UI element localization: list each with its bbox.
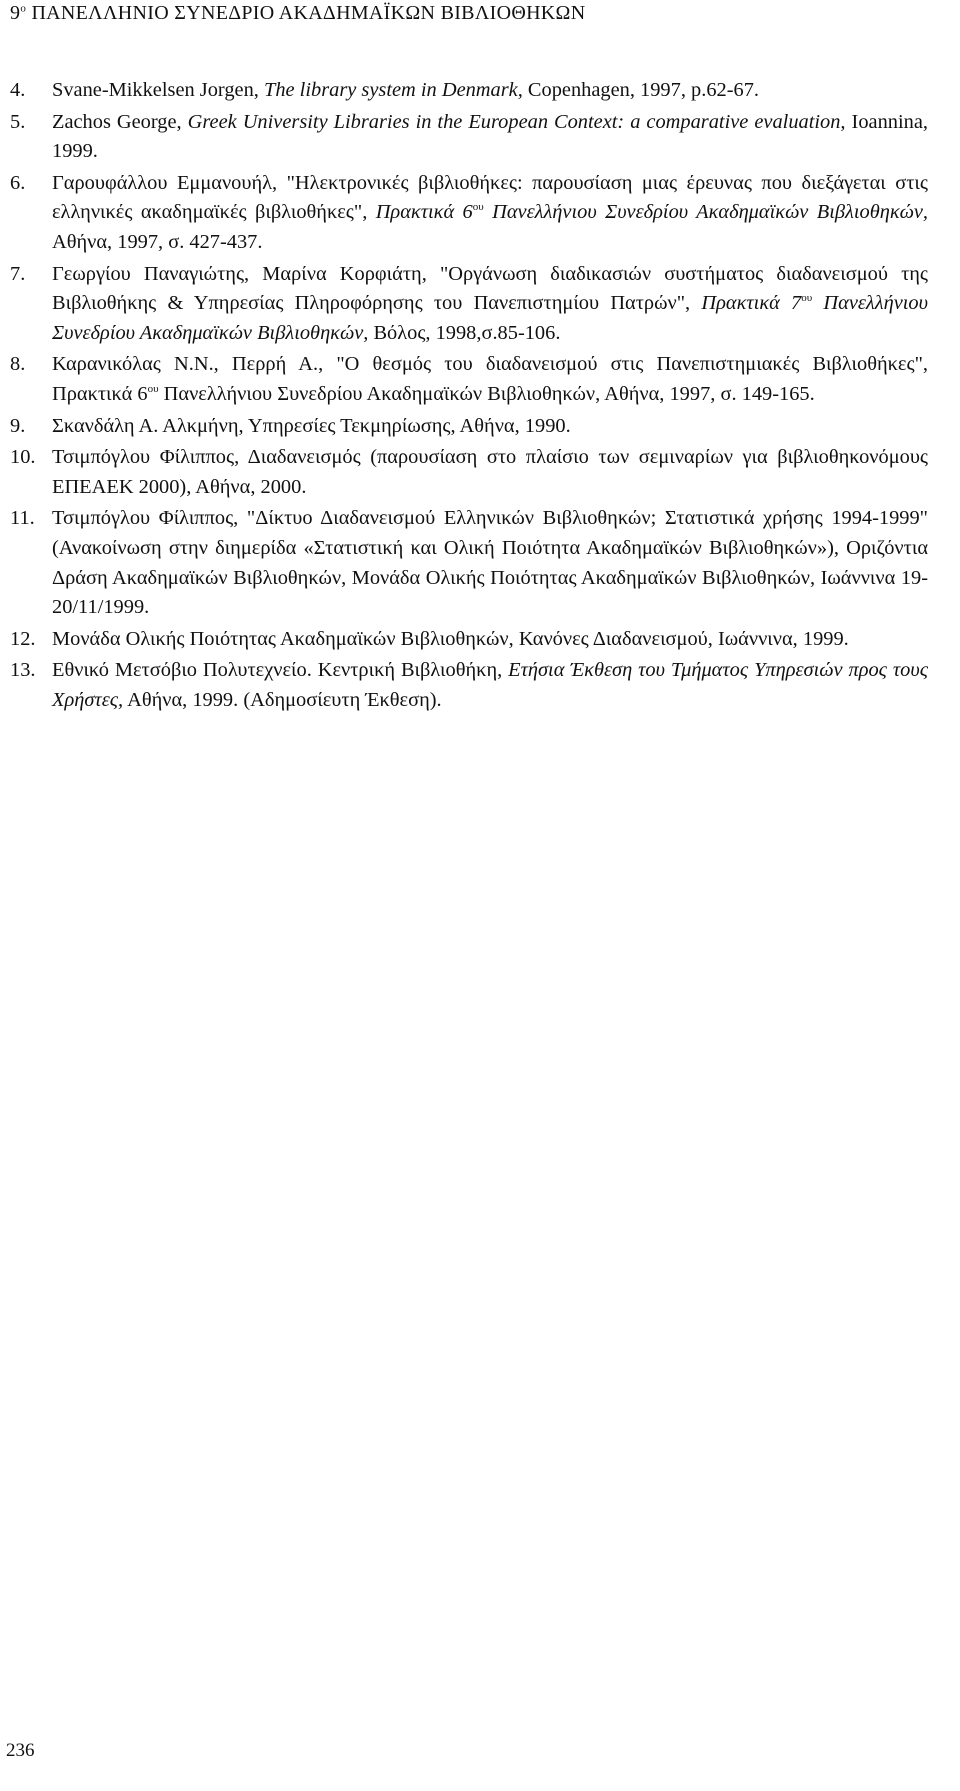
header-edition: 9 [10, 2, 21, 24]
italic-title: Greek University Libraries in the European Context: a comparative evaluation, [187, 110, 846, 133]
reference-item [10, 625, 928, 655]
reference-segment: Τσιμπόγλου Φίλιππος, Διαδανεισμός (παρουσίαση στο πλαίσιο των σεμιναρίων για βιβλιοθηκονόμους ΕΠΕΑΕΚ 2000), Αθήνα, 2000. [52, 446, 928, 498]
reference-number: 10. [10, 446, 36, 469]
reference-item [10, 169, 928, 258]
reference-number: 6. [10, 171, 26, 194]
reference-list [10, 76, 928, 717]
reference-text [52, 172, 928, 253]
reference-number: 7. [10, 262, 26, 285]
reference-item [10, 412, 928, 442]
reference-item [10, 504, 928, 622]
reference-number: 11. [10, 507, 35, 530]
reference-text [52, 353, 928, 405]
reference-text [52, 628, 849, 650]
reference-segment: Zachos George, [52, 110, 188, 133]
reference-number: 4. [10, 79, 26, 101]
page-number: 236 [6, 1740, 35, 1761]
ordinal-superscript: ου [147, 383, 159, 396]
ordinal-superscript: ου [472, 201, 484, 214]
reference-segment: Αθήνα, 1997, σ. 427-437. [52, 230, 263, 253]
italic-title: Πρακτικά 7 [701, 292, 802, 315]
header-title: ΠΑΝΕΛΛΗΝΙΟ ΣΥΝΕΔΡΙΟ ΑΚΑΔΗΜΑΪΚΩΝ ΒΙΒΛΙΟΘΗΚΩΝ [31, 2, 586, 24]
reference-segment: Σκανδάλη Α. Αλκμήνη, Υπηρεσίες Τεκμηρίωσης, Αθήνα, 1990. [52, 414, 571, 437]
reference-text [52, 446, 928, 498]
reference-segment: Τσιμπόγλου Φίλιππος, "Δίκτυο Διαδανεισμού Ελληνικών Βιβλιοθηκών; Στατιστικά χρήσης 1994-1999" (Ανακοίνωση στην διημερίδα «Στατιστική και Ολική Ποιότητα Ακαδημαϊκών Βιβλιοθηκών»), Οριζόντια Δράση Ακαδημαϊκών Βιβλιοθηκών, Μονάδα Ολικής Ποιότητας Ακαδημαϊκών Βιβλιοθηκών, Ιωάννινα 19-20/11/1999. [52, 507, 928, 619]
italic-title: Πανελλήνιου Συνεδρίου Ακαδημαϊκών Βιβλιοθηκών, [52, 292, 928, 344]
reference-segment: Ioannina, 1999. [52, 110, 928, 163]
reference-number: 8. [10, 353, 26, 376]
reference-segment: Αθήνα, 1999. (Αδημοσίευτη Έκθεση). [123, 688, 442, 711]
reference-text [52, 263, 928, 344]
reference-number: 9. [10, 414, 26, 437]
reference-segment: Εθνικό Μετσόβιο Πολυτεχνείο. Κεντρική Βιβλιοθήκη, [52, 659, 509, 682]
reference-segment: Μονάδα Ολικής Ποιότητας Ακαδημαϊκών Βιβλιοθηκών, Κανόνες Διαδανεισμού, Ιωάννινα, 1999. [52, 627, 849, 650]
reference-number: 5. [10, 110, 26, 133]
reference-item [10, 108, 928, 167]
running-header [10, 2, 585, 25]
reference-item [10, 260, 928, 349]
reference-segment: Καρανικόλας Ν.Ν., Περρή Α., "Ο θεσμός του διαδανεισμού στις Πανεπιστημιακές Βιβλιοθήκες", Πρακτικά 6 [52, 353, 928, 405]
reference-text [52, 659, 928, 711]
reference-text [52, 507, 928, 618]
reference-number: 12. [10, 627, 36, 650]
reference-segment: Svane-Mikkelsen Jorgen, [52, 79, 264, 101]
italic-title: Πανελλήνιου Συνεδρίου Ακαδημαϊκών Βιβλιοθηκών, [483, 201, 929, 224]
italic-title: Ετήσια Έκθεση του Τμήματος Υπηρεσιών προς τους Χρήστες, [52, 659, 928, 711]
reference-text [52, 79, 759, 101]
reference-text [52, 415, 571, 437]
reference-segment: Βόλος, 1998,σ.85-106. [368, 321, 561, 344]
reference-segment: Γαρουφάλλου Εμμανουήλ, "Ηλεκτρονικές βιβλιοθήκες: παρουσίαση μιας έρευνας που διεξάγεται στις ελληνικές ακαδημαϊκές βιβλιοθήκες", [52, 171, 928, 224]
reference-item [10, 443, 928, 502]
reference-number: 13. [10, 659, 36, 682]
header-edition-sup: ο [20, 2, 27, 15]
reference-item [10, 350, 928, 409]
ordinal-superscript: ου [801, 292, 813, 305]
reference-text [52, 111, 928, 163]
reference-segment: Πανελλήνιου Συνεδρίου Ακαδημαϊκών Βιβλιοθηκών, Αθήνα, 1997, σ. 149-165. [158, 382, 815, 405]
italic-title: Πρακτικά 6 [375, 201, 473, 224]
italic-title: The library system in Denmark, [264, 79, 523, 101]
reference-item [10, 656, 928, 715]
reference-segment: Γεωργίου Παναγιώτης, Μαρίνα Κορφιάτη, "Οργάνωση διαδικασιών συστήματος διαδανεισμού της Βιβλιοθήκης & Υπηρεσίας Πληροφόρησης του Πανεπιστημίου Πατρών", [52, 262, 928, 315]
reference-segment: Copenhagen, 1997, p.62-67. [522, 79, 759, 101]
reference-item [10, 76, 928, 106]
